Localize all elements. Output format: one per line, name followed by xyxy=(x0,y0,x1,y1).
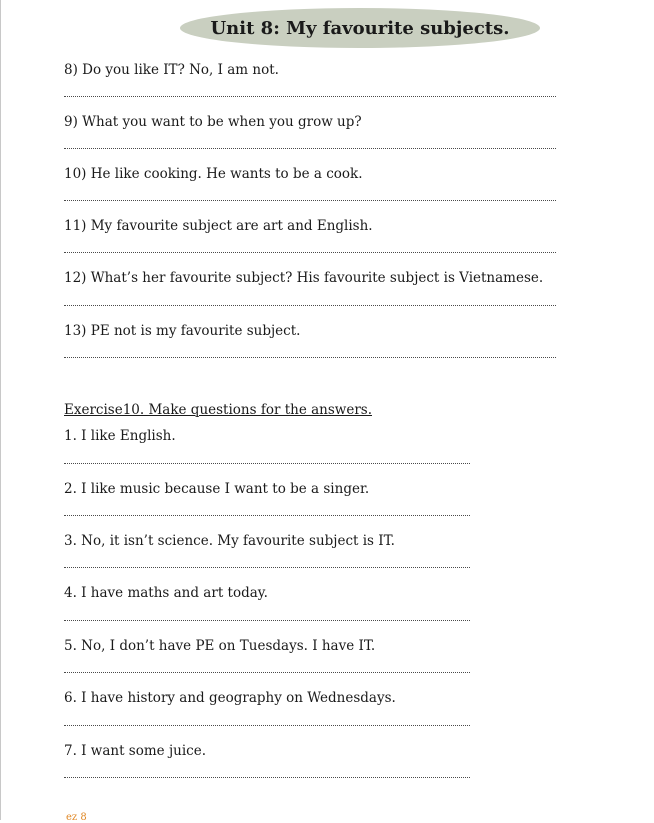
answer-line-10 xyxy=(64,200,556,201)
exercise-10-heading: Exercise10. Make questions for the answers. xyxy=(64,402,372,418)
question-10: 10) He like cooking. He wants to be a cook. xyxy=(64,166,363,182)
ex10-answer-line-3 xyxy=(64,567,470,568)
title-banner xyxy=(180,8,540,48)
question-9: 9) What you want to be when you grow up? xyxy=(64,114,362,130)
ex10-item-3: 3. No, it isn’t science. My favourite subject is IT. xyxy=(64,533,395,549)
question-13: 13) PE not is my favourite subject. xyxy=(64,323,301,339)
ex10-answer-line-2 xyxy=(64,515,470,516)
ex10-item-2: 2. I like music because I want to be a singer. xyxy=(64,481,370,497)
answer-line-11 xyxy=(64,252,556,253)
ex10-item-4: 4. I have maths and art today. xyxy=(64,585,268,601)
footer-page-mark: ez 8 xyxy=(66,812,87,823)
ex10-answer-line-6 xyxy=(64,725,470,726)
ex10-answer-line-1 xyxy=(64,463,470,464)
ex10-answer-line-4 xyxy=(64,620,470,621)
ex10-item-6: 6. I have history and geography on Wednesdays. xyxy=(64,690,396,706)
answer-line-12 xyxy=(64,305,556,306)
answer-line-8 xyxy=(64,96,556,97)
ex10-answer-line-5 xyxy=(64,672,470,673)
ex10-item-7: 7. I want some juice. xyxy=(64,743,206,759)
question-8: 8) Do you like IT? No, I am not. xyxy=(64,62,279,78)
answer-line-9 xyxy=(64,148,556,149)
page-title: Unit 8: My favourite subjects. xyxy=(210,17,510,39)
answer-line-13 xyxy=(64,357,556,358)
page-border xyxy=(0,0,1,820)
question-11: 11) My favourite subject are art and English. xyxy=(64,218,373,234)
ex10-answer-line-7 xyxy=(64,777,470,778)
question-12: 12) What’s her favourite subject? His favourite subject is Vietnamese. xyxy=(64,270,544,286)
ex10-item-1: 1. I like English. xyxy=(64,428,176,444)
ex10-item-5: 5. No, I don’t have PE on Tuesdays. I have IT. xyxy=(64,638,376,654)
